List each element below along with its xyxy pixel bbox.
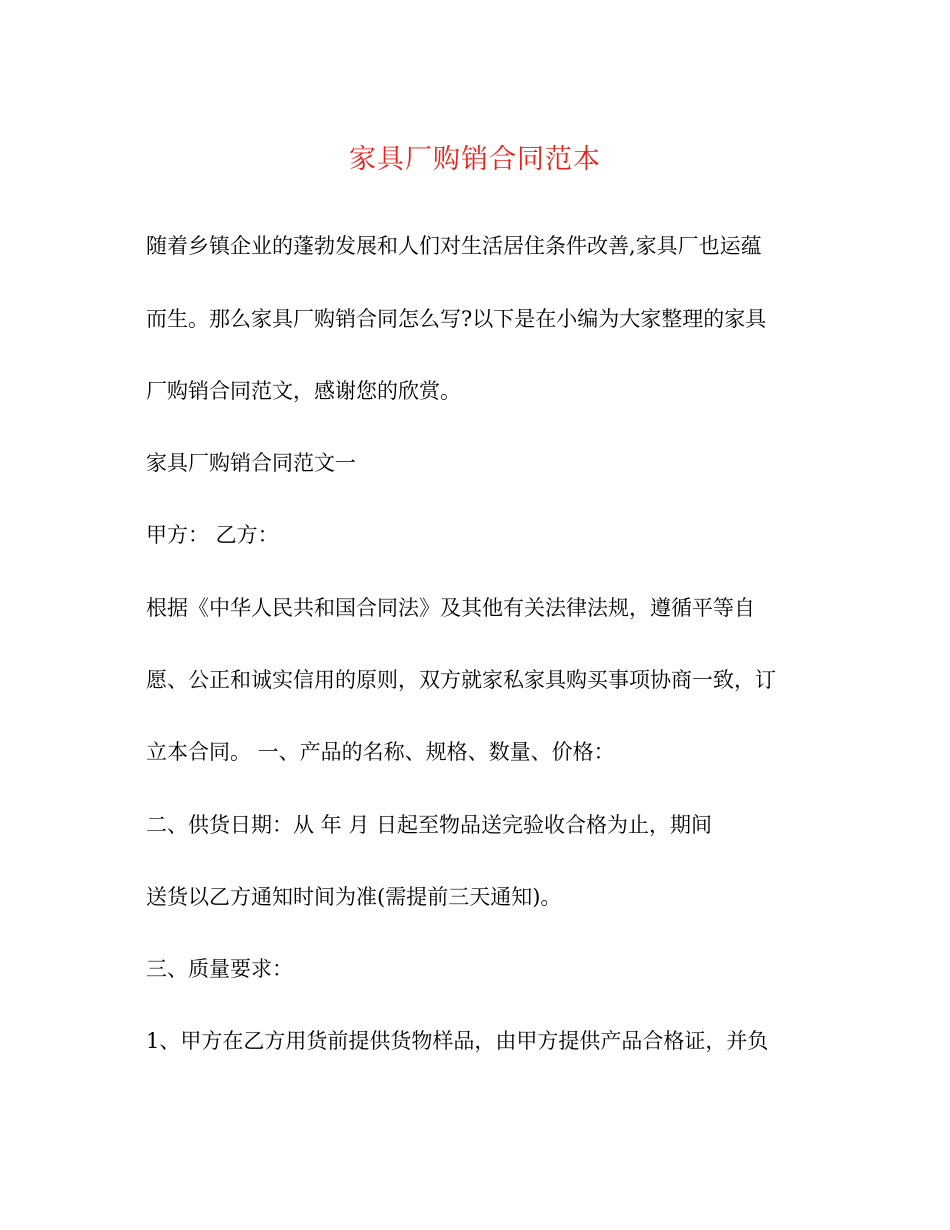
paragraph-line: 愿、公正和诚实信用的原则，双方就家私家具购买事项协商一致，订 [146,668,776,692]
paragraph-line: 随着乡镇企业的蓬勃发展和人们对生活居住条件改善,家具厂也运蕴 [146,234,762,258]
paragraph-line: 二、供货日期：从 年 月 日起至物品送完验收合格为止，期间 [146,813,713,837]
paragraph-line: 厂购销合同范文，感谢您的欣赏。 [146,379,461,403]
paragraph-line: 立本合同。 一、产品的名称、规格、数量、价格： [146,740,615,764]
paragraph-line: 根据《中华人民共和国合同法》及其他有关法律法规，遵循平等自 [146,596,755,620]
paragraph-line: 送货以乙方通知时间为准(需提前三天通知)。 [146,885,562,909]
document-title: 家具厂购销合同范本 [349,144,601,175]
clause-heading: 三、质量要求： [146,957,293,981]
section-heading: 家具厂购销合同范文一 [146,451,356,475]
paragraph-line: 1、甲方在乙方用货前提供货物样品，由甲方提供产品合格证，并负 [146,1029,769,1053]
paragraph-line: 而生。那么家具厂购销合同怎么写?以下是在小编为大家整理的家具 [146,307,767,331]
party-line: 甲方： 乙方： [146,523,279,547]
